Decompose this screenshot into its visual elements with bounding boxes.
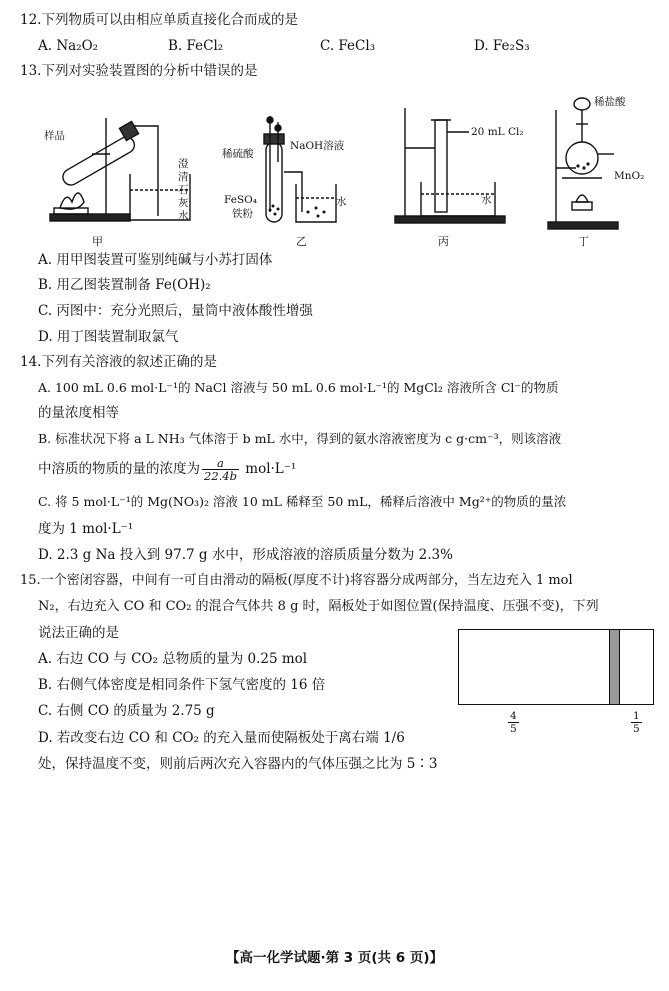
figure-yi-caption: 乙 (296, 235, 307, 248)
q13-option-d: D. 用丁图装置制取氯气 (38, 329, 179, 345)
figure-ding-drawing (542, 90, 662, 238)
figure-bing-label-water: 水 (481, 194, 492, 206)
q15-option-c: C. 右侧 CO 的质量为 2.75 g (38, 703, 215, 719)
q15-option-d-line1: D. 若改变右边 CO 和 CO₂ 的充入量而使隔板处于离右端 1/6 (38, 730, 405, 746)
q12-option-b: B. FeCl₂ (168, 38, 224, 54)
q14-stem: 14.下列有关溶液的叙述正确的是 (20, 354, 217, 370)
q14-option-b-fraction-denominator: 22.4b (204, 469, 237, 483)
figure-bing (385, 104, 524, 232)
q15-stem-line1: 15.一个密闭容器，中间有一可自由滑动的隔板(厚度不计)将容器分成两部分，当左边充入 1 mol (20, 573, 573, 588)
q15-stem-line3: 说法正确的是 (38, 625, 119, 641)
figure-ding-label-hcl: 稀盐酸 (594, 96, 626, 108)
figure-bing-drawing (385, 104, 515, 232)
q12-option-a: A. Na₂O₂ (38, 38, 99, 54)
figure-jia-label-limewater: 澄清石灰水 (178, 158, 189, 222)
figure-yi (218, 112, 358, 232)
q15-option-b: B. 右侧气体密度是相同条件下氢气密度的 16 倍 (38, 677, 326, 693)
q14-option-a-line1: A. 100 mL 0.6 mol·L⁻¹的 NaCl 溶液与 50 mL 0.6 mol·L⁻¹的 MgCl₂ 溶液所含 Cl⁻的物质 (38, 380, 559, 395)
q15-label-right-denominator: 5 (633, 723, 640, 735)
page-footer: 【高一化学试题·第 3 页(共 6 页)】 (225, 950, 444, 966)
q15-partition (609, 630, 620, 704)
q14-option-b-line2 (38, 457, 296, 482)
q15-stem-line2: N₂，右边充入 CO 和 CO₂ 的混合气体共 8 g 时，隔板处于如图位置(保持温度、压强不变)，下列 (38, 599, 599, 614)
figure-yi-label-dilute-sulfuric: 稀硫酸 (222, 148, 254, 160)
q12-option-d: D. Fe₂S₃ (474, 38, 530, 54)
q13-option-a: A. 用甲图装置可鉴别纯碱与小苏打固体 (38, 252, 273, 268)
q15-label-left-numerator: 4 (510, 710, 517, 722)
figure-yi-label-iron-powder: 铁粉 (232, 208, 253, 220)
q15-label-left-fraction (508, 710, 519, 735)
q15-label-left-denominator: 5 (510, 723, 517, 735)
figure-yi-label-feso4: FeSO₄ (224, 194, 257, 206)
q14-option-d: D. 2.3 g Na 投入到 97.7 g 水中，形成溶液的溶质质量分数为 2.3% (38, 547, 453, 563)
figure-jia (30, 96, 200, 236)
q14-option-b-line2-pre: 中溶质的物质的量的浓度为 (38, 461, 200, 477)
q13-stem: 13.下列对实验装置图的分析中错误的是 (20, 63, 258, 79)
q15-option-d-line2: 处，保持温度不变，则前后两次充入容器内的气体压强之比为 5∶3 (38, 756, 438, 772)
figure-jia-label-sample: 样品 (44, 130, 65, 142)
q14-option-b-fraction (202, 457, 239, 482)
q15-label-right-fraction (631, 710, 642, 735)
figure-bing-caption: 丙 (438, 235, 449, 248)
q14-option-b-line1: B. 标准状况下将 a L NH₃ 气体溶于 b mL 水中，得到的氨水溶液密度为 c g·cm⁻³，则该溶液 (38, 431, 562, 446)
q14-option-c-line1: C. 将 5 mol·L⁻¹的 Mg(NO₃)₂ 溶液 10 mL 稀释至 50 mL，稀释后溶液中 Mg²⁺的物质的量浓 (38, 494, 567, 509)
figure-yi-label-naoh: NaOH溶液 (290, 140, 345, 152)
figure-ding-caption: 丁 (578, 235, 589, 248)
q14-option-b-line2-unit: mol·L⁻¹ (245, 461, 297, 477)
q13-option-b: B. 用乙图装置制备 Fe(OH)₂ (38, 277, 211, 293)
q14-option-b-fraction-numerator: a (202, 457, 239, 470)
q14-option-a-line2: 的量浓度相等 (38, 405, 119, 421)
q15-label-right-numerator: 1 (633, 710, 640, 722)
q12-stem: 12.下列物质可以由相应单质直接化合而成的是 (20, 12, 298, 28)
q12-option-c: C. FeCl₃ (320, 38, 376, 54)
figure-jia-drawing (30, 96, 200, 236)
figure-ding-label-mno2: MnO₂ (614, 170, 645, 182)
q13-option-c: C. 丙图中：充分光照后，量筒中液体酸性增强 (38, 303, 313, 319)
q15-option-a: A. 右边 CO 与 CO₂ 总物质的量为 0.25 mol (38, 651, 308, 667)
figure-ding (542, 90, 662, 238)
q14-option-c-line2: 度为 1 mol·L⁻¹ (38, 521, 134, 537)
q15-container-diagram (458, 629, 654, 705)
figure-yi-label-water: 水 (336, 196, 347, 208)
figure-bing-label-cl2: 20 mL Cl₂ (471, 126, 524, 138)
figure-jia-caption: 甲 (92, 235, 103, 248)
